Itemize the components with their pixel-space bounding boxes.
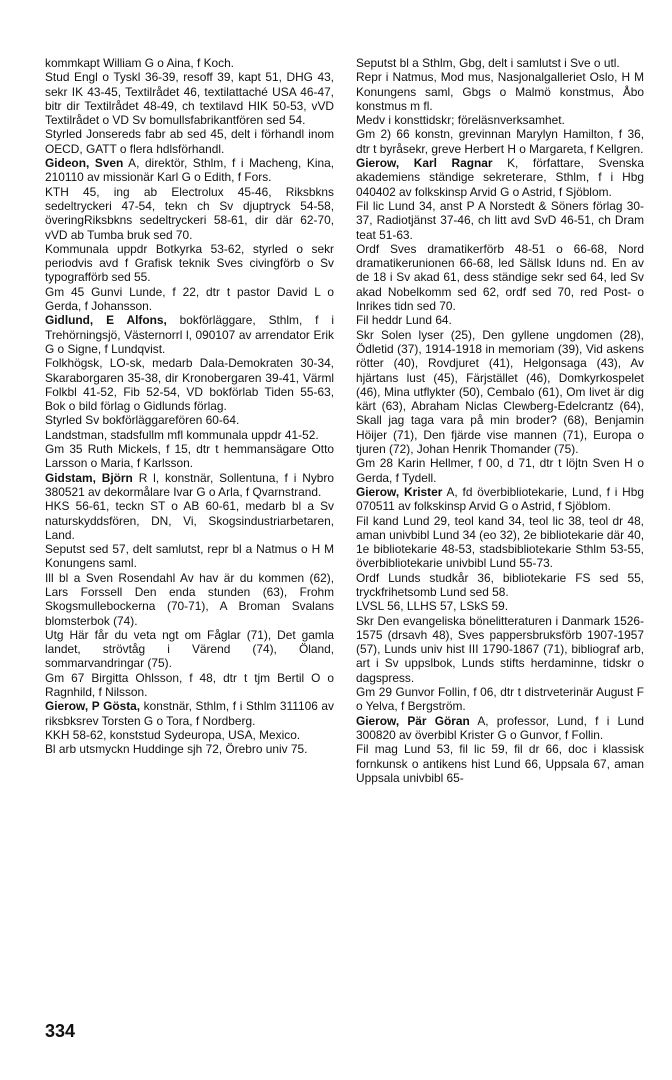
text-paragraph — [45, 185, 334, 242]
entry-text: Gm 35 Ruth Mickels, f 15, dtr t hemmansägare Otto Larsson o Maria, f Karlsson. — [45, 442, 334, 471]
text-paragraph — [356, 456, 644, 485]
entry-text: Gm 2) 66 konstn, grevinnan Marylyn Hamilton, f 36, dtr t byråsekr, greve Herbert H o Margareta, f Kellgren. — [356, 127, 644, 156]
text-paragraph — [45, 671, 334, 700]
entry-text: Styrled Jonsereds fabr ab sed 45, delt i förhandl inom OECD, GATT o flera hdlsförhandl. — [45, 127, 334, 156]
text-paragraph — [45, 127, 334, 156]
text-paragraph — [356, 127, 644, 156]
entry-paragraph — [356, 156, 644, 199]
text-paragraph — [356, 242, 644, 313]
entry-text: Styrled Sv bokförläggarefören 60-64. — [45, 413, 240, 428]
entry-text: Ordf Sves dramatikerförb 48-51 o 66-68, Nord dramatikerunionen 66-68, led Sällsk Iduns nd. En av de 18 i Sv akad 61, dess ständige sekr sed 64, led Sv akad Nobelkomm sed 62, ordf sed 70, red Post- o Inrikes tidn sed 70. — [356, 241, 644, 314]
text-paragraph — [45, 56, 334, 70]
entry-headword: Gierow, Karl Ragnar — [356, 156, 493, 171]
entry-text: Skr Den evangeliska bönelitteraturen i Danmark 1526-1575 (drsavh 48), Sves pappersbruksförb 1907-1957 (57), Lunds univ hist III 1790-1867 (71), bibliograf arb, art i Sv uppslbok, Lunds stifts herdaminne, tidskr o dagspress. — [356, 613, 644, 685]
entry-headword: Gideon, Sven — [45, 156, 124, 171]
entry-headword: Gierow, P Gösta, — [45, 699, 141, 714]
text-paragraph — [356, 514, 644, 571]
entry-text: konstnär, Sthlm, f i Sthlm 311106 av riksbksrev Torsten G o Tora, f Nordberg. — [45, 699, 334, 728]
text-paragraph — [45, 70, 334, 127]
entry-text: Ordf Lunds studkår 36, bibliotekarie FS sed 55, tryckfrihetsomb Lund sed 58. — [356, 570, 644, 599]
entry-text: kommkapt William G o Aina, f Koch. — [45, 56, 234, 70]
entry-text: KKH 58-62, konststud Sydeuropa, USA, Mexico. — [45, 727, 301, 742]
text-paragraph — [356, 571, 644, 600]
entry-paragraph — [45, 699, 334, 728]
entry-text: HKS 56-61, teckn ST o AB 60-61, medarb bl a Sv naturskyddsfören, DN, Vi, Skogsindustriarbetaren, Land. — [45, 499, 334, 542]
entry-text: Utg Här får du veta ngt om Fåglar (71), Det gamla landet, strövtåg i Värend (74), Öland, sommarvandringar (75). — [45, 627, 334, 671]
entry-text: A, fd överbibliotekarie, Lund, f i Hbg 070511 av folkskinsp Arvid G o Astrid, f Sjöblom. — [356, 484, 644, 514]
left-column — [45, 56, 334, 757]
entry-text: K, författare, Svenska akademiens ständige sekreterare, Sthlm, f i Hbg 040402 av folkskinsp Arvid G o Astrid, f Sjöblom. — [356, 156, 644, 199]
entry-headword: Gierow, Pär Göran — [356, 713, 470, 728]
entry-text: Fil mag Lund 53, fil lic 59, fil dr 66, doc i klassisk fornkunsk o antikens hist Lund 66, Uppsala 67, aman Uppsala univbibl 65- — [356, 742, 644, 785]
entry-text: A, professor, Lund, f i Lund 300820 av överbibl Krister G o Gunvor, f Follin. — [356, 713, 644, 742]
entry-text: Fil heddr Lund 64. — [356, 313, 452, 328]
entry-paragraph — [45, 313, 334, 356]
entry-text: Gm 67 Birgitta Ohlsson, f 48, dtr t tjm Bertil O o Ragnhild, f Nilsson. — [45, 670, 334, 700]
entry-text: Skr Solen lyser (25), Den gyllene ungdomen (28), Ödletid (37), 1914-1918 in memoriam (39), Vid askens rötter (40), Rovdjuret (41), Helgonsaga (43), Av hjärtans lust (45), Färjstället (46), Domkyrkospelet (46), Mina utflykter (50), Cembalo (61), Om livet är dig kärt (63), Abraham Niclas Clewberg-Edelcrantz (64), Skall jag taga vara på min broder? (68), Benjamin Höijer (71), Den fjärde vise mannen (71), Europa o tjuren (72), Johan Henrik Thomander (75). — [356, 327, 644, 457]
text-paragraph — [356, 685, 644, 714]
entry-text: A, direktör, Sthlm, f i Macheng, Kina, 210110 av missionär Karl G o Edith, f Fors. — [45, 156, 335, 185]
entry-text: KTH 45, ing ab Electrolux 45-46, Riksbkns sedeltryckeri 47-54, tekn ch Sv djuptryck 54-58, överingRiksbkns sedeltryckeri 58-61, dir där 62-70, vVD ab Tumba bruk sed 70. — [45, 184, 334, 242]
entry-text: Gm 45 Gunvi Lunde, f 22, dtr t pastor David L o Gerda, f Johansson. — [45, 284, 334, 314]
entry-headword: Gierow, Krister — [356, 484, 443, 499]
text-paragraph — [45, 428, 334, 442]
text-paragraph — [45, 356, 334, 413]
entry-paragraph — [356, 714, 644, 743]
entry-text: Gm 29 Gunvor Follin, f 06, dtr t distrveterinär August F o Yelva, f Bergström. — [356, 685, 644, 714]
text-paragraph — [356, 113, 644, 127]
entry-text: Repr i Natmus, Mod mus, Nasjonalgalleriet Oslo, H M Konungens saml, Gbgs o Malmö konstmus, Åbo konstmus m fl. — [356, 70, 644, 113]
text-paragraph — [356, 328, 644, 457]
text-paragraph — [45, 285, 334, 314]
text-paragraph — [45, 542, 334, 571]
entry-text: R l, konstnär, Sollentuna, f i Nybro 380521 av dekormålare Ivar G o Arla, f Qvarnstrand. — [45, 470, 334, 499]
entry-text: bokförläggare, Sthlm, f i Trehörningsjö, Västernorrl l, 090107 av arrendator Erik G o Signe, f Lundqvist. — [45, 313, 334, 356]
text-paragraph — [356, 599, 644, 613]
entry-paragraph — [45, 156, 334, 185]
entry-text: Landstman, stadsfullm mfl kommunala uppdr 41-52. — [45, 427, 319, 442]
entry-text: Medv i konsttidskr; föreläsnverksamhet. — [356, 113, 565, 128]
page-number: 334 — [45, 1021, 76, 1041]
text-paragraph — [356, 742, 644, 785]
text-paragraph — [356, 70, 644, 113]
entry-paragraph — [356, 485, 644, 514]
text-paragraph — [45, 728, 334, 742]
entry-text: Seputst sed 57, delt samlutst, repr bl a Natmus o H M Konungens saml. — [45, 542, 334, 571]
entry-text: Folkhögsk, LO-sk, medarb Dala-Demokraten 30-34, Skaraborgaren 35-38, dir Kronobergaren 39-41, Värml Folkbl 41-52, Fib 52-54, VD bokförlab Tiden 55-63, Bok o bild förlag o Gidlunds förlag. — [45, 356, 334, 414]
text-paragraph — [356, 614, 644, 685]
entry-text: Fil kand Lund 29, teol kand 34, teol lic 38, teol dr 48, aman univbibl Lund 34 (eo 32), 2e bibliotekarie där 40, 1e bibliotekarie 48-53, stadsbibliotekarie Sthlm 53-55, överbibliotekarie univbibl Lund 55-73. — [356, 513, 644, 571]
text-paragraph — [45, 499, 334, 542]
text-paragraph — [356, 199, 644, 242]
text-paragraph — [45, 571, 334, 628]
text-paragraph — [45, 413, 334, 427]
entry-text: Bl arb utsmyckn Huddinge sjh 72, Örebro univ 75. — [45, 742, 308, 757]
text-paragraph — [356, 313, 644, 327]
entry-text: Seputst bl a Sthlm, Gbg, delt i samlutst i Sve o utl. — [356, 56, 620, 70]
entry-headword: Gidlund, E Alfons, — [45, 313, 167, 328]
right-column — [356, 56, 644, 785]
text-paragraph — [45, 628, 334, 671]
entry-text: Gm 28 Karin Hellmer, f 00, d 71, dtr t löjtn Sven H o Gerda, f Tydell. — [356, 456, 644, 485]
text-paragraph — [45, 242, 334, 285]
entry-text: Fil lic Lund 34, anst P A Norstedt & Söners förlag 30-37, Radiotjänst 37-46, ch litt avd SvD 46-51, ch Dram teat 51-63. — [356, 198, 644, 242]
entry-text: LVSL 56, LLHS 57, LSkS 59. — [356, 599, 509, 614]
entry-paragraph — [45, 471, 334, 500]
entry-text: Ill bl a Sven Rosendahl Av hav är du kommen (62), Lars Forssell Den enda stunden (63), Frohm Skogsmullebockerna (70-71), A Broman Svalans blomsterbok (74). — [45, 570, 334, 628]
entry-text: Kommunala uppdr Botkyrka 53-62, styrled o sekr periodvis avd f Grafisk teknik Sves civingförb o Sv typografförb sed 55. — [45, 241, 334, 285]
text-paragraph — [45, 442, 334, 471]
entry-headword: Gidstam, Björn — [45, 470, 133, 485]
text-paragraph — [45, 742, 334, 756]
text-paragraph — [356, 56, 644, 70]
entry-text: Stud Engl o Tyskl 36-39, resoff 39, kapt 51, DHG 43, sekr IK 43-45, Textilrådet 46, textilattaché USA 46-47, bitr dir Textilrådet 48-49, ch textilavd HIK 50-53, vVD Textilrådet o VD Sv bomullsfabrikantfören sed 54. — [45, 70, 334, 128]
